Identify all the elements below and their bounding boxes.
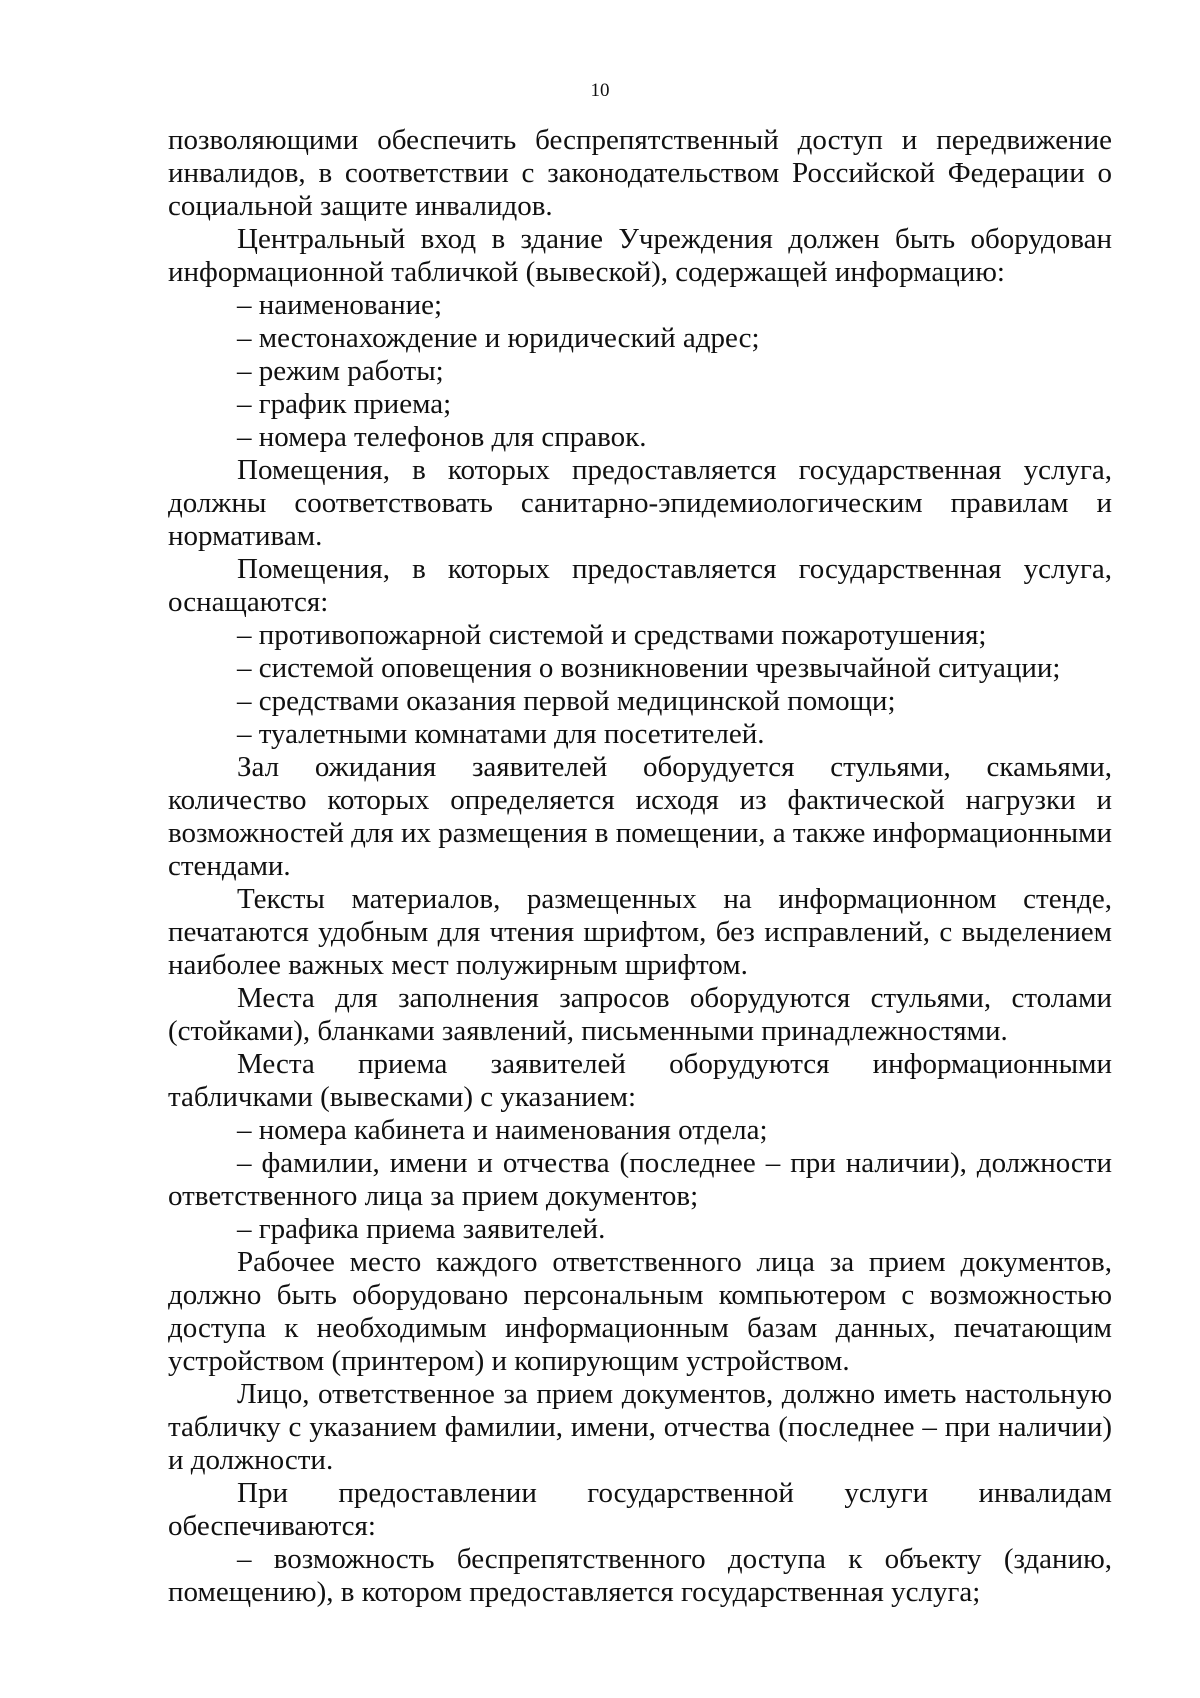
list-item: – номера кабинета и наименования отдела; <box>237 1114 768 1146</box>
paragraph: Тексты материалов, размещенных на информационном стенде, печатаются удобным для чтения шрифтом, без исправлений, с выделением наиболее важных мест полужирным шрифтом. <box>168 883 1112 981</box>
paragraph: Лицо, ответственное за прием документов, должно иметь настольную табличку с указанием фамилии, имени, отчества (последнее – при наличии) и должности. <box>168 1378 1112 1476</box>
list-item: – графика приема заявителей. <box>237 1213 606 1245</box>
paragraph-continuation: позволяющими обеспечить беспрепятственный доступ и передвижение инвалидов, в соответствии с законодательством Российской Федерации о социальной защите инвалидов. <box>168 124 1112 222</box>
paragraph: Помещения, в которых предоставляется государственная услуга, оснащаются: <box>168 553 1112 618</box>
document-body <box>168 124 1112 1609</box>
paragraph: Места приема заявителей оборудуются информационными табличками (вывесками) с указанием: <box>168 1048 1112 1113</box>
list-item: – местонахождение и юридический адрес; <box>237 322 760 354</box>
list-item: – наименование; <box>237 289 443 321</box>
list-item: – противопожарной системой и средствами пожаротушения; <box>237 619 987 651</box>
paragraph: Помещения, в которых предоставляется государственная услуга, должны соответствовать санитарно-эпидемиологическим правилам и нормативам. <box>168 454 1112 552</box>
list-item: – режим работы; <box>237 355 444 387</box>
paragraph: При предоставлении государственной услуги инвалидам обеспечиваются: <box>168 1477 1112 1542</box>
list-item: – фамилии, имени и отчества (последнее – при наличии), должности ответственного лица за прием документов; <box>168 1147 1112 1212</box>
paragraph: Центральный вход в здание Учреждения должен быть оборудован информационной табличкой (вывеской), содержащей информацию: <box>168 223 1112 288</box>
list-item: – номера телефонов для справок. <box>237 421 647 453</box>
page-number: 10 <box>590 80 610 101</box>
paragraph: Зал ожидания заявителей оборудуется стульями, скамьями, количество которых определяется исходя из фактической нагрузки и возможностей для их размещения в помещении, а также информационными стендами. <box>168 751 1112 882</box>
paragraph: Места для заполнения запросов оборудуются стульями, столами (стойками), бланками заявлений, письменными принадлежностями. <box>168 982 1112 1047</box>
list-item: – туалетными комнатами для посетителей. <box>237 718 765 750</box>
list-item: – средствами оказания первой медицинской помощи; <box>237 685 896 717</box>
list-item: – возможность беспрепятственного доступа к объекту (зданию, помещению), в котором предоставляется государственная услуга; <box>168 1543 1112 1608</box>
list-item: – график приема; <box>237 388 452 420</box>
list-item: – системой оповещения о возникновении чрезвычайной ситуации; <box>237 652 1061 684</box>
paragraph: Рабочее место каждого ответственного лица за прием документов, должно быть оборудовано персональным компьютером с возможностью доступа к необходимым информационным базам данных, печатающим устройством (принтером) и копирующим устройством. <box>168 1246 1112 1377</box>
